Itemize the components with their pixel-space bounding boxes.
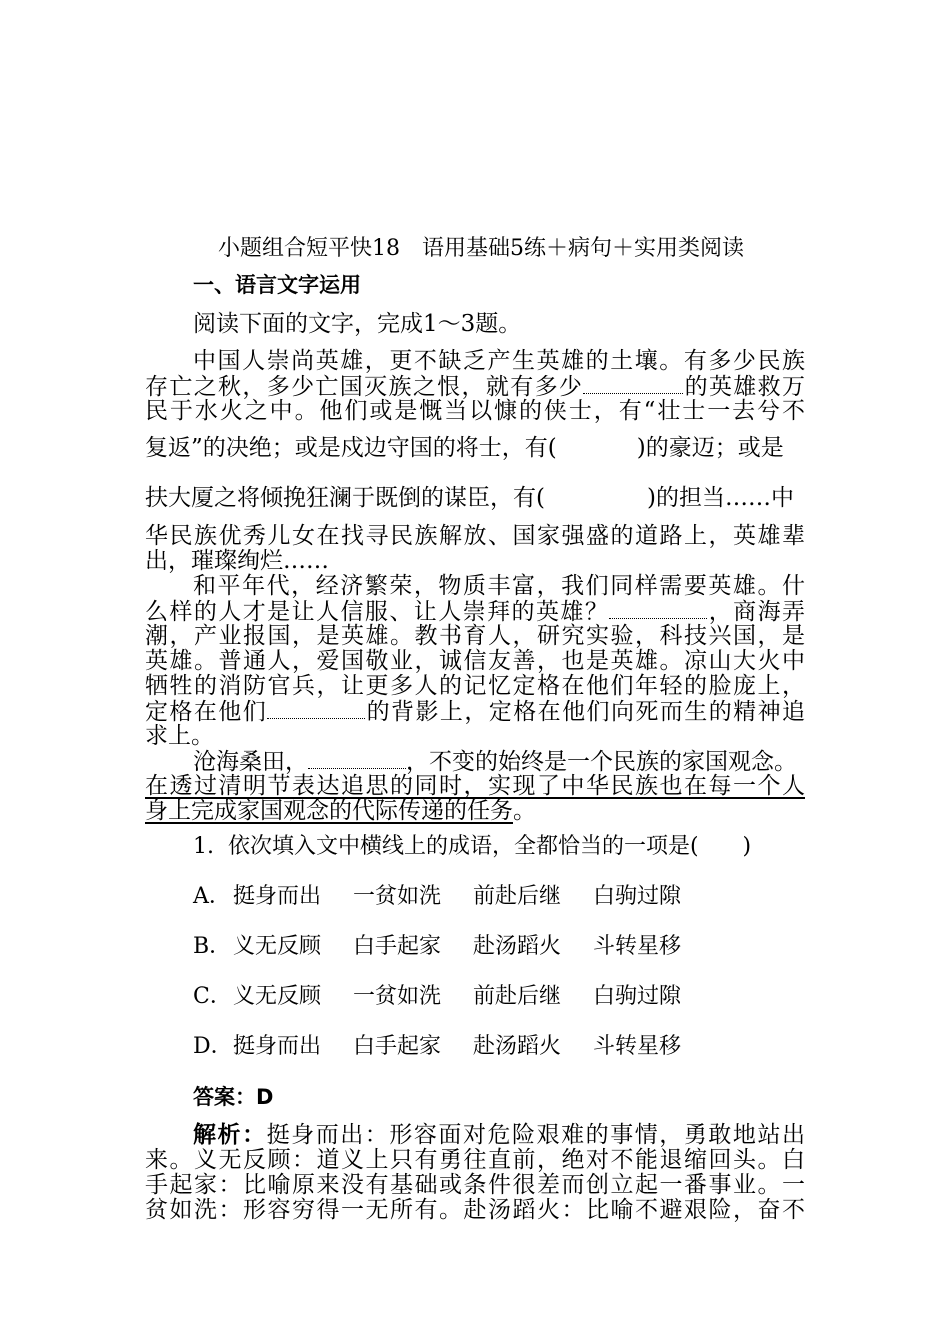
option-letter: D． [193, 1034, 233, 1059]
passage-text: 。 [513, 798, 536, 824]
analysis-label: 解析： [193, 1122, 267, 1148]
passage-line: 英雄。普通人，爱国敬业，诚信友善，也是英雄。凉山大火中 [145, 648, 805, 674]
passage-line [145, 798, 805, 824]
option-a [193, 884, 853, 910]
passage-line [145, 598, 805, 625]
passage-line: 牺牲的消防官兵，让更多人的记忆定格在他们年轻的脸庞上， [145, 673, 805, 699]
analysis-text: 挺身而出：形容面对危险艰难的事情，勇敢地站出 [266, 1122, 805, 1148]
idiom: 白手起家 [353, 934, 442, 959]
passage-line: 求上。 [145, 723, 214, 749]
analysis-line [193, 1122, 805, 1148]
passage-text: 么样的人才是让人信服、让人崇拜的英雄？ [145, 599, 610, 625]
passage-line: 出，璀璨绚烂…… [145, 548, 329, 574]
instruction: 阅读下面的文字，完成1～3题。 [193, 311, 522, 337]
fill-blank [267, 698, 365, 719]
idiom: 白驹过隙 [593, 984, 682, 1009]
passage-line [145, 373, 805, 400]
passage-text: 复返”的决绝；或是戍边守国的将士，有( [145, 435, 557, 461]
passage-text: 扶大厦之将倾挽狂澜于既倒的谋臣，有( [145, 485, 545, 511]
passage-text: ，商海弄 [707, 599, 806, 625]
passage-text: ，不变的始终是一个民族的家国观念。 [406, 749, 797, 775]
idiom: 义无反顾 [233, 984, 322, 1009]
analysis-line: 手起家：比喻原来没有基础或条件很差而创立起一番事业。一 [145, 1172, 805, 1198]
section-heading: 一、语言文字运用 [193, 273, 361, 297]
option-d [193, 1034, 853, 1060]
idiom: 挺身而出 [233, 884, 322, 909]
option-letter: A． [193, 884, 231, 909]
fill-blank [308, 748, 406, 769]
passage-text: 定格在他们 [145, 699, 268, 725]
analysis-line: 贫如洗：形容穷得一无所有。赴汤蹈火：比喻不避艰险，奋不 [145, 1197, 805, 1223]
option-c [193, 984, 853, 1010]
idiom: 赴汤蹈火 [473, 1034, 562, 1059]
idiom: 一贫如洗 [353, 884, 442, 909]
idiom: 挺身而出 [233, 1034, 322, 1059]
passage-line: 民于水火之中。他们或是慨当以慷的侠士，有“壮士一去兮不 [145, 398, 805, 424]
idiom: 一贫如洗 [353, 984, 442, 1009]
passage-line [145, 698, 805, 725]
underlined-sentence: 在透过清明节表达追思的同时，实现了中华民族也在每一个人 [145, 773, 805, 799]
passage-line: 华民族优秀儿女在找寻民族解放、国家强盛的道路上，英雄辈 [145, 523, 805, 549]
underlined-sentence: 身上完成家国观念的代际传递的任务 [145, 798, 513, 824]
passage-text: 的背影上，定格在他们向死而生的精神追 [365, 699, 806, 725]
answer: 答案：D [193, 1085, 274, 1109]
passage-text: 存亡之秋，多少亡国灭族之恨，就有多少 [145, 374, 584, 400]
passage-text: )的担当……中 [646, 485, 794, 511]
question-stem: 1. 依次填入文中横线上的成语，全都恰当的一项是( ) [193, 834, 752, 859]
idiom: 义无反顾 [233, 934, 322, 959]
option-letter: B． [193, 934, 232, 959]
passage-text: 的英雄救万 [683, 374, 806, 400]
passage-line: 和平年代，经济繁荣，物质丰富，我们同样需要英雄。什 [193, 573, 805, 599]
idiom: 斗转星移 [593, 1034, 682, 1059]
idiom: 斗转星移 [593, 934, 682, 959]
passage-line: 潮，产业报国，是英雄。教书育人，研究实验，科技兴国，是 [145, 623, 805, 649]
passage-line [193, 748, 813, 775]
option-letter: C． [193, 984, 232, 1009]
page-title: 小题组合短平快18 语用基础5练＋病句＋实用类阅读 [218, 236, 744, 261]
idiom: 白手起家 [353, 1034, 442, 1059]
fill-blank [609, 598, 707, 619]
fill-blank [583, 373, 683, 394]
option-b [193, 934, 853, 960]
idiom: 前赴后继 [473, 884, 562, 909]
idiom: 白驹过隙 [593, 884, 682, 909]
passage-text: 沧海桑田， [193, 749, 308, 775]
passage-text: )的豪迈；或是 [636, 435, 784, 461]
idiom: 赴汤蹈火 [473, 934, 562, 959]
passage-line: 中国人崇尚英雄，更不缺乏产生英雄的土壤。有多少民族 [193, 348, 805, 374]
idiom: 前赴后继 [473, 984, 562, 1009]
passage-line [145, 435, 805, 461]
passage-line [145, 485, 805, 511]
analysis-line: 来。义无反顾：道义上只有勇往直前，绝对不能退缩回头。白 [145, 1147, 805, 1173]
